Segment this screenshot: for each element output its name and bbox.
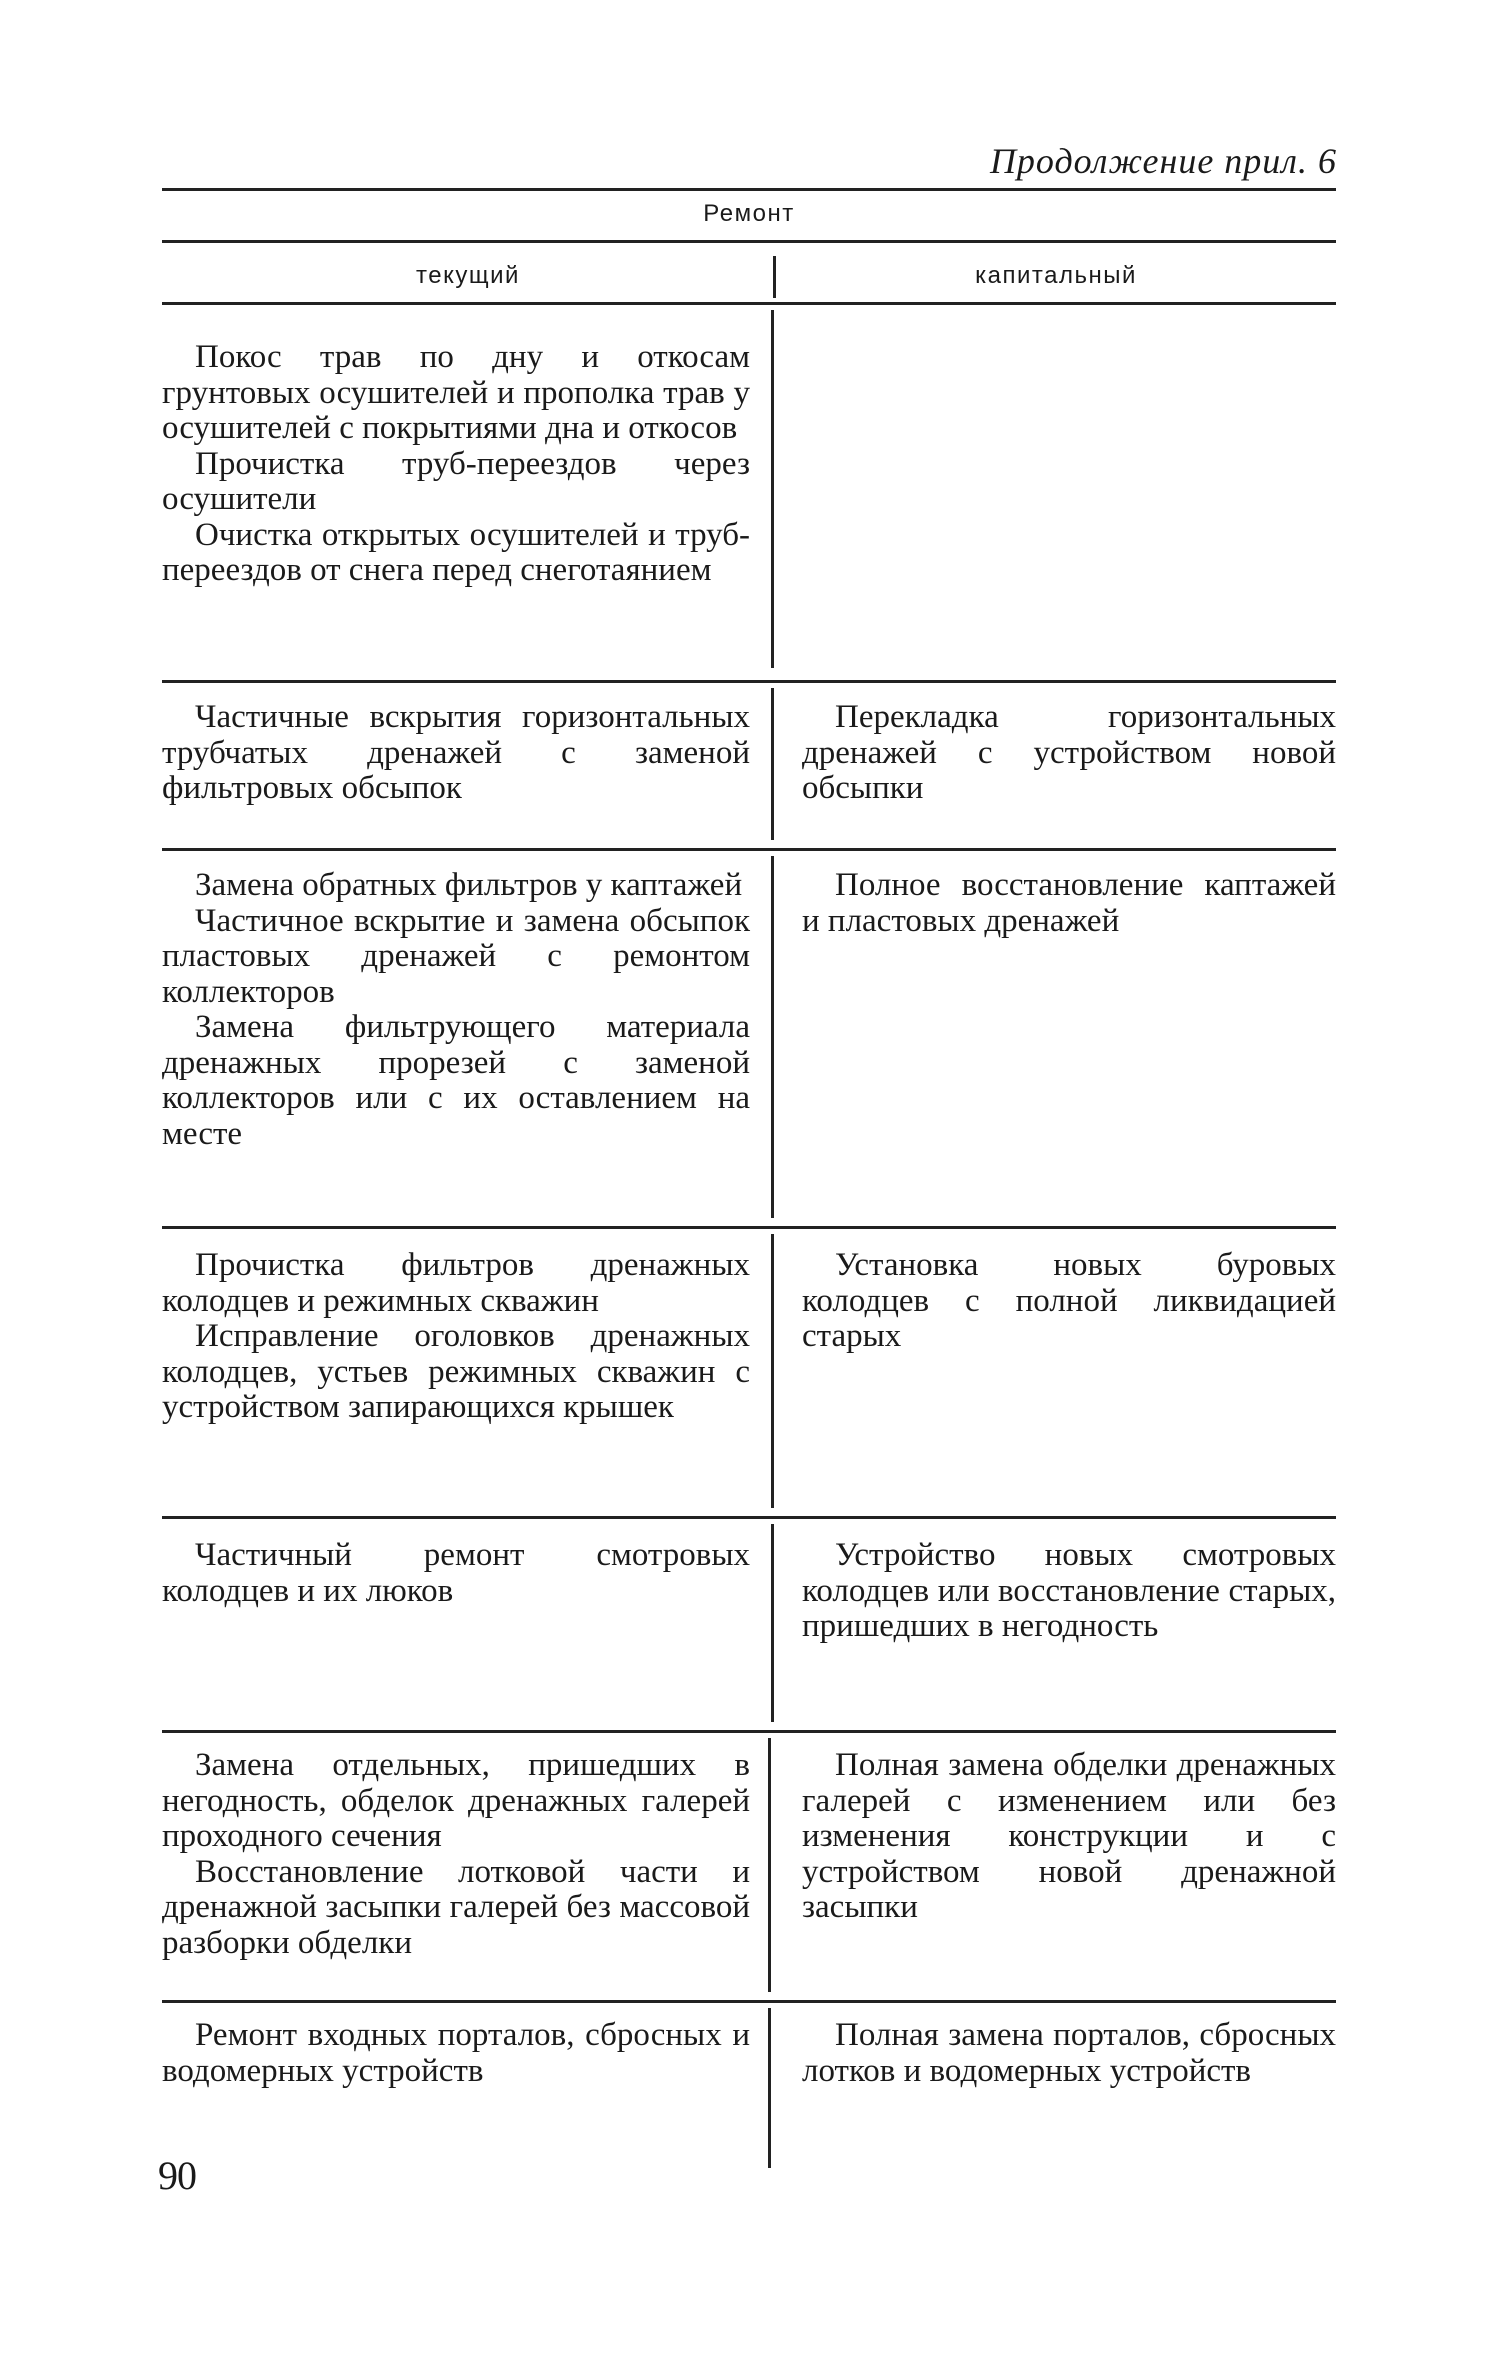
row-5-current-item-1: Частичный ремонт смотровых колодцев и их люков <box>162 1537 750 1609</box>
continued-label: Продолжение прил. 6 <box>989 141 1337 181</box>
row-2-bottom-rule <box>162 848 1336 851</box>
row-1-current-item-1: Покос трав по дну и откосам грунтовых осушителей и прополка трав у осушителей с покрытиями дна и откосов <box>162 339 750 446</box>
row-5-bottom-rule <box>162 1730 1336 1733</box>
row-2-column-divider <box>771 688 774 840</box>
row-4-bottom-rule <box>162 1516 1336 1519</box>
table-row-6-capital <box>802 1748 1336 1926</box>
row-2-current-item-1: Частичные вскрытия горизонтальных трубчатых дренажей с заменой фильтровых обсыпок <box>162 699 750 806</box>
row-6-column-divider <box>768 1738 771 1992</box>
group-header-rule <box>162 240 1336 243</box>
row-3-column-divider <box>771 856 774 1218</box>
column-header-capital: капитальный <box>975 262 1137 289</box>
table-row-4-capital <box>802 1248 1336 1355</box>
row-1-bottom-rule <box>162 680 1336 683</box>
table-row-7-capital <box>802 2018 1336 2089</box>
row-7-current-item-1: Ремонт входных порталов, сбросных и водомерных устройств <box>162 2017 750 2089</box>
row-3-capital-item-1: Полное восстановление каптажей и пластовых дренажей <box>802 867 1336 939</box>
table-row-2-current <box>162 700 750 807</box>
table-row-6-current <box>162 1748 750 1961</box>
row-6-bottom-rule <box>162 2000 1336 2003</box>
row-1-column-divider <box>771 310 774 668</box>
table-row-3-current <box>162 868 750 1152</box>
row-4-column-divider <box>771 1234 774 1508</box>
group-header-repair: Ремонт <box>703 200 795 227</box>
row-4-current-item-1: Прочистка фильтров дренажных колодцев и режимных скважин <box>162 1247 750 1319</box>
row-6-current-item-2: Восстановление лотковой части и дренажной засыпки галерей без массовой разборки обделки <box>162 1853 750 1961</box>
row-3-current-item-2: Частичное вскрытие и замена обсыпок пластовых дренажей с ремонтом коллекторов <box>162 902 750 1010</box>
row-1-current-item-2: Прочистка труб-переездов через осушители <box>162 445 750 517</box>
table-row-4-current <box>162 1248 750 1426</box>
table-row-5-capital <box>802 1538 1336 1645</box>
table-row-1-current <box>162 340 750 589</box>
table-row-7-current <box>162 2018 750 2089</box>
page-number: 90 <box>158 2153 196 2198</box>
row-5-capital-item-1: Устройство новых смотровых колодцев или восстановление старых, пришедших в негодность <box>802 1537 1336 1644</box>
row-4-capital-item-1: Установка новых буровых колодцев с полной ликвидацией старых <box>802 1247 1336 1354</box>
row-4-current-item-2: Исправление оголовков дренажных колодцев, устьев режимных скважин с устройством запирающихся крышек <box>162 1318 750 1425</box>
header-bottom-rule <box>162 302 1336 305</box>
row-3-current-item-3: Замена фильтрующего материала дренажных прорезей с заменой коллекторов или с их оставлением на месте <box>162 1009 750 1152</box>
row-5-column-divider <box>771 1524 774 1722</box>
column-header-current: текущий <box>416 262 520 289</box>
row-6-current-item-1: Замена отдельных, пришедших в негодность, обделок дренажных галерей проходного сечения <box>162 1747 750 1854</box>
row-2-capital-item-1: Перекладка горизонтальных дренажей с устройством новой обсыпки <box>802 699 1336 806</box>
row-7-column-divider <box>768 2008 771 2168</box>
row-3-current-item-1: Замена обратных фильтров у каптажей <box>195 867 743 903</box>
table-row-3-capital <box>802 868 1336 939</box>
table-row-5-current <box>162 1538 750 1609</box>
table-row-2-capital <box>802 700 1336 807</box>
table-top-rule <box>162 188 1336 191</box>
row-6-capital-item-1: Полная замена обделки дренажных галерей с изменением или без изменения конструкции и с устройством новой дренажной засыпки <box>802 1747 1336 1925</box>
row-1-current-item-3: Очистка открытых осушителей и труб-переездов от снега перед снеготаянием <box>162 516 750 588</box>
row-3-bottom-rule <box>162 1226 1336 1229</box>
row-7-capital-item-1: Полная замена порталов, сбросных лотков и водомерных устройств <box>802 2017 1336 2089</box>
